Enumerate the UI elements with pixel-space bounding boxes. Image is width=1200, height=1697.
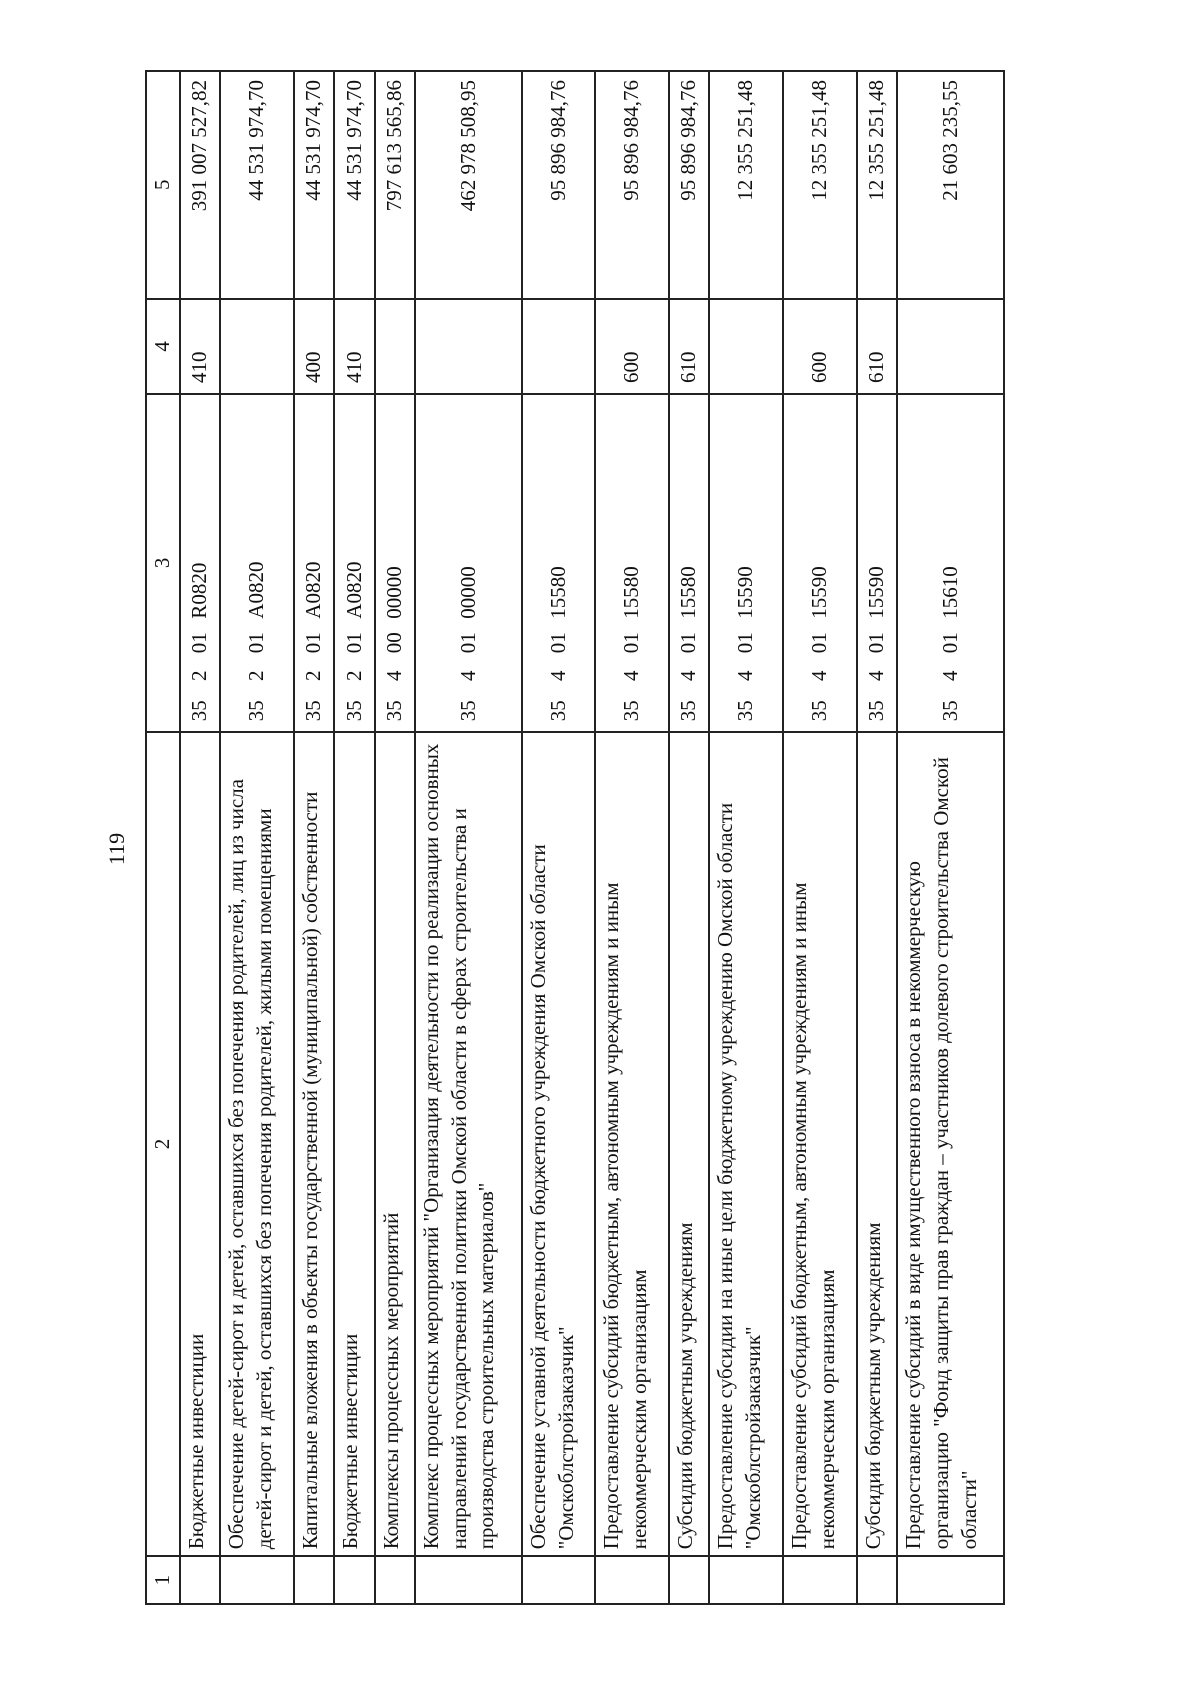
- classification-code: [937, 395, 965, 731]
- table-row: [180, 71, 220, 1604]
- expense-type-cell: 400: [294, 299, 334, 394]
- amount-cell: 21 603 235,55: [897, 71, 1004, 299]
- expense-name-cell: Субсидии бюджетным учреждениям: [669, 732, 709, 1557]
- table-row: [897, 71, 1004, 1604]
- expense-type-cell: [415, 299, 522, 394]
- code-part-3: 01: [341, 632, 366, 654]
- expense-type-cell: 610: [857, 299, 897, 394]
- code-part-2: 2: [301, 670, 326, 681]
- code-part-4: 15590: [807, 566, 832, 619]
- expense-name-cell: Бюджетные инвестиции: [334, 732, 374, 1557]
- expense-name-cell: Субсидии бюджетным учреждениям: [857, 732, 897, 1557]
- expense-name-cell: Капитальные вложения в объекты государственной (муниципальной) собственности: [294, 732, 334, 1557]
- amount-cell: 44 531 974,70: [334, 71, 374, 299]
- classification-code: [186, 395, 214, 731]
- row-number-cell: [897, 1556, 1004, 1604]
- header-row: [146, 71, 180, 1604]
- row-number-cell: [522, 1556, 596, 1604]
- code-part-3: 01: [301, 632, 326, 654]
- code-part-2: 4: [381, 670, 406, 681]
- amount-cell: 12 355 251,48: [783, 71, 857, 299]
- classification-code-cell: [783, 394, 857, 732]
- classification-code-cell: [857, 394, 897, 732]
- amount-cell: 95 896 984,76: [595, 71, 669, 299]
- code-part-4: R0820: [187, 562, 212, 619]
- code-part-4: A0820: [244, 561, 269, 619]
- expense-type-cell: 410: [334, 299, 374, 394]
- code-part-1: 35: [455, 700, 480, 722]
- code-part-2: 4: [937, 670, 962, 681]
- expense-type-cell: [375, 299, 415, 394]
- amount-cell: 95 896 984,76: [522, 71, 596, 299]
- classification-code: [243, 395, 271, 731]
- amount-cell: 797 613 565,86: [375, 71, 415, 299]
- amount-cell: 12 355 251,48: [857, 71, 897, 299]
- expense-name-cell: Предоставление субсидий бюджетным, автономным учреждениям и иным некоммерческим организациям: [783, 732, 857, 1557]
- expense-name-cell: Обеспечение детей-сирот и детей, оставшихся без попечения родителей, лиц из числа детей-сирот и детей, оставшихся без попечения родителей, жилыми помещениями: [220, 732, 294, 1557]
- code-part-1: 35: [341, 700, 366, 722]
- code-part-4: 15580: [545, 566, 570, 619]
- expense-type-cell: 410: [180, 299, 220, 394]
- classification-code-cell: [180, 394, 220, 732]
- code-part-3: 01: [455, 632, 480, 654]
- code-part-1: 35: [244, 700, 269, 722]
- budget-table: [145, 70, 1005, 1605]
- table-row: [375, 71, 415, 1604]
- classification-code: [545, 395, 573, 731]
- code-part-4: A0820: [341, 561, 366, 619]
- code-part-2: 4: [676, 670, 701, 681]
- expense-name-cell: Предоставление субсидии на иные цели бюджетному учреждению Омской области "Омскоблстройзаказчик": [709, 732, 783, 1557]
- classification-code: [863, 395, 891, 731]
- classification-code: [300, 395, 328, 731]
- code-part-1: 35: [545, 700, 570, 722]
- row-number-cell: [857, 1556, 897, 1604]
- amount-cell: 12 355 251,48: [709, 71, 783, 299]
- expense-type-cell: 610: [669, 299, 709, 394]
- classification-code-cell: [375, 394, 415, 732]
- code-part-4: 15610: [937, 566, 962, 619]
- expense-type-cell: [709, 299, 783, 394]
- code-part-3: 01: [187, 632, 212, 654]
- amount-cell: 44 531 974,70: [294, 71, 334, 299]
- code-part-3: 01: [545, 632, 570, 654]
- code-part-4: 00000: [455, 566, 480, 619]
- expense-name-cell: Комплекс процессных мероприятий "Организация деятельности по реализации основных направлений государственной политики Омской области в сферах строительства и производства строительных материалов": [415, 732, 522, 1557]
- code-part-4: 15580: [619, 566, 644, 619]
- classification-code-cell: [415, 394, 522, 732]
- classification-code-cell: [669, 394, 709, 732]
- classification-code: [806, 395, 834, 731]
- expense-name-cell: Бюджетные инвестиции: [180, 732, 220, 1557]
- code-part-4: 15590: [864, 566, 889, 619]
- table-row: [783, 71, 857, 1604]
- code-part-1: 35: [187, 700, 212, 722]
- code-part-2: 4: [545, 670, 570, 681]
- header-col-4: 4: [146, 299, 180, 394]
- table-row: [595, 71, 669, 1604]
- table-body: [180, 71, 1004, 1604]
- classification-code-cell: [334, 394, 374, 732]
- code-part-3: 01: [619, 632, 644, 654]
- expense-name-cell: Предоставление субсидий бюджетным, автономным учреждениям и иным некоммерческим организациям: [595, 732, 669, 1557]
- table-row: [294, 71, 334, 1604]
- expense-name-cell: Предоставление субсидий в виде имущественного взноса в некоммерческую организацию "Фонд защиты прав граждан – участников долевого строительства Омской области": [897, 732, 1004, 1557]
- classification-code: [618, 395, 646, 731]
- classification-code: [732, 395, 760, 731]
- code-part-1: 35: [937, 700, 962, 722]
- code-part-2: 2: [244, 670, 269, 681]
- code-part-1: 35: [619, 700, 644, 722]
- expense-name-cell: Комплексы процессных мероприятий: [375, 732, 415, 1557]
- row-number-cell: [220, 1556, 294, 1604]
- code-part-1: 35: [733, 700, 758, 722]
- code-part-2: 4: [864, 670, 889, 681]
- code-part-2: 2: [341, 670, 366, 681]
- code-part-1: 35: [807, 700, 832, 722]
- code-part-2: 2: [187, 670, 212, 681]
- row-number-cell: [669, 1556, 709, 1604]
- expense-name-cell: Обеспечение уставной деятельности бюджетного учреждения Омской области "Омскоблстройзаказчик": [522, 732, 596, 1557]
- code-part-1: 35: [381, 700, 406, 722]
- classification-code: [341, 395, 369, 731]
- row-number-cell: [294, 1556, 334, 1604]
- classification-code-cell: [897, 394, 1004, 732]
- code-part-4: 15590: [733, 566, 758, 619]
- header-col-5: 5: [146, 71, 180, 299]
- expense-type-cell: 600: [595, 299, 669, 394]
- code-part-2: 4: [807, 670, 832, 681]
- amount-cell: 462 978 508,95: [415, 71, 522, 299]
- expense-type-cell: [522, 299, 596, 394]
- classification-code: [455, 395, 483, 731]
- row-number-cell: [709, 1556, 783, 1604]
- code-part-3: 01: [864, 632, 889, 654]
- header-col-1: 1: [146, 1556, 180, 1604]
- code-part-4: 00000: [381, 566, 406, 619]
- code-part-1: 35: [676, 700, 701, 722]
- page-number: 119: [104, 832, 129, 866]
- code-part-3: 01: [676, 632, 701, 654]
- classification-code-cell: [220, 394, 294, 732]
- amount-cell: 95 896 984,76: [669, 71, 709, 299]
- row-number-cell: [783, 1556, 857, 1604]
- classification-code-cell: [709, 394, 783, 732]
- classification-code: [381, 395, 409, 731]
- expense-type-cell: [220, 299, 294, 394]
- header-col-3: 3: [146, 394, 180, 732]
- amount-cell: 391 007 527,82: [180, 71, 220, 299]
- row-number-cell: [375, 1556, 415, 1604]
- expense-type-cell: [897, 299, 1004, 394]
- table-row: [415, 71, 522, 1604]
- code-part-1: 35: [301, 700, 326, 722]
- table-row: [334, 71, 374, 1604]
- code-part-1: 35: [864, 700, 889, 722]
- rotated-budget-table: [145, 70, 1005, 1605]
- code-part-4: A0820: [301, 561, 326, 619]
- row-number-cell: [415, 1556, 522, 1604]
- classification-code-cell: [595, 394, 669, 732]
- amount-cell: 44 531 974,70: [220, 71, 294, 299]
- table-row: [669, 71, 709, 1604]
- code-part-2: 4: [733, 670, 758, 681]
- table-row: [709, 71, 783, 1604]
- code-part-3: 01: [807, 632, 832, 654]
- code-part-2: 4: [619, 670, 644, 681]
- code-part-2: 4: [455, 670, 480, 681]
- code-part-3: 01: [937, 632, 962, 654]
- classification-code: [675, 395, 703, 731]
- table-row: [220, 71, 294, 1604]
- row-number-cell: [334, 1556, 374, 1604]
- classification-code-cell: [522, 394, 596, 732]
- table-row: [522, 71, 596, 1604]
- expense-type-cell: 600: [783, 299, 857, 394]
- classification-code-cell: [294, 394, 334, 732]
- code-part-3: 00: [381, 632, 406, 654]
- row-number-cell: [595, 1556, 669, 1604]
- row-number-cell: [180, 1556, 220, 1604]
- table-row: [857, 71, 897, 1604]
- code-part-4: 15580: [676, 566, 701, 619]
- code-part-3: 01: [733, 632, 758, 654]
- code-part-3: 01: [244, 632, 269, 654]
- header-col-2: 2: [146, 732, 180, 1557]
